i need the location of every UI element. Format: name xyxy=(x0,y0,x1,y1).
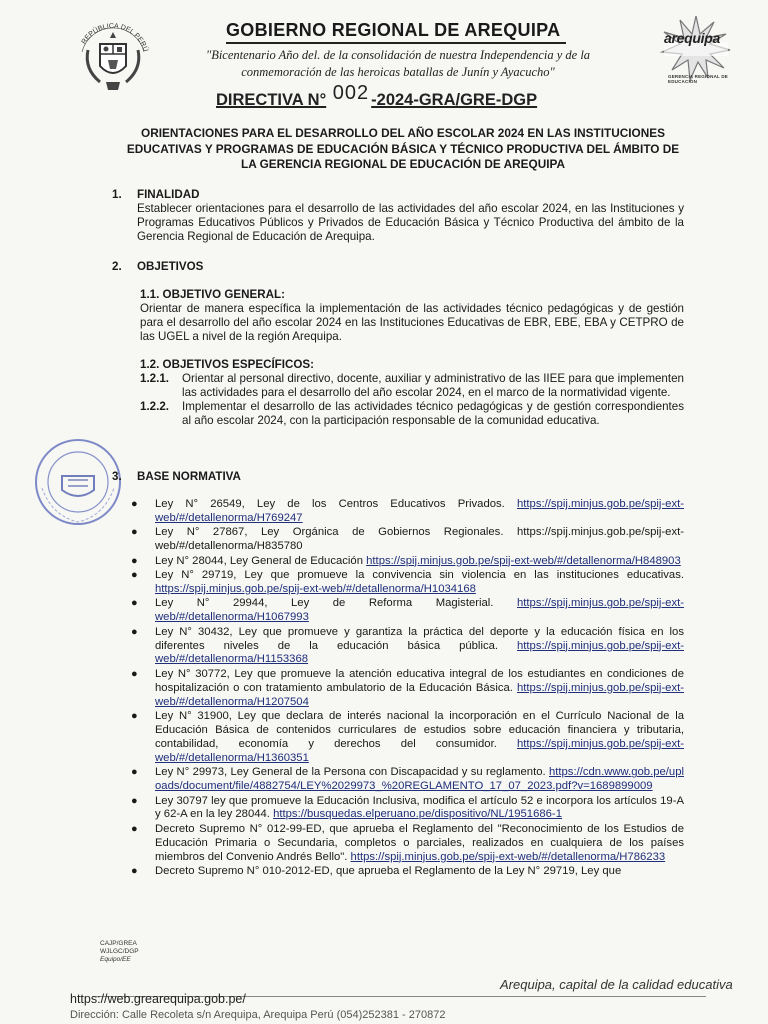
law-link[interactable]: https://spij.minjus.gob.pe/spij-ext-web/#/detallenorma/H769247 xyxy=(155,498,684,524)
section-number: 2. xyxy=(112,260,122,273)
footer-tagline: Arequipa, capital de la calidad educativa xyxy=(500,977,733,992)
law-link[interactable]: https://spij.minjus.gob.pe/spij-ext-web/#/detallenorma/H848903 xyxy=(366,554,681,567)
specific-objective-text: Orientar al personal directivo, docente, auxiliar y administrativo de las IIEE para que implementen las actividades para el desarrollo del año escolar 2024, en el marco de la normatividad vigente. xyxy=(182,372,684,399)
logo-wordmark: arequipa xyxy=(664,30,720,46)
law-link[interactable]: https://cdn.www.gob.pe/uploads/document/file/4882754/LEY%2029973_%20REGLAMENTO_17_07_2023.pdf?v=1689899009 xyxy=(155,766,684,793)
directive-number: 002 xyxy=(332,82,370,104)
law-text: Ley N° 26549, Ley de los Centros Educativos Privados. xyxy=(155,498,517,510)
list-item xyxy=(131,498,684,526)
directive-heading xyxy=(216,82,596,111)
specific-objectives xyxy=(140,358,684,428)
svg-text:REPÚBLICA DEL PERÚ: REPÚBLICA DEL PERÚ xyxy=(80,22,149,53)
specific-objective-number: 1.2.1. xyxy=(140,372,170,385)
general-objective-text: Orientar de manera específica la implementación de las actividades técnico pedagógicas y de gestión para el desarrollo del año escolar 2024 en las Instituciones Educativas de EBR, EBE, EBA y CETPRO de las UGEL a nivel de la región Arequipa. xyxy=(140,302,684,343)
footer-address: Dirección: Calle Recoleta s/n Arequipa, Arequipa Perú (054)252381 - 270872 xyxy=(70,1009,446,1021)
law-text: Ley N° 29719, Ley que promueve la convivencia sin violencia en las instituciones educativas. xyxy=(155,569,684,582)
bullet-icon: ● xyxy=(131,667,138,680)
directive-label: DIRECTIVA N° xyxy=(216,91,327,109)
law-link[interactable]: https://spij.minjus.gob.pe/spij-ext-web/#/detallenorma/H1067993 xyxy=(155,597,684,624)
bullet-icon: ● xyxy=(131,794,138,807)
section-heading xyxy=(112,188,684,202)
list-item xyxy=(131,865,684,879)
initials-line: Equipo/EE xyxy=(100,956,131,963)
bullet-icon: ● xyxy=(131,554,138,567)
law-text: Ley N° 27867, Ley Orgánica de Gobiernos Regionales. https://spij.minjus.gob.pe/spij-ext-web/#/detallenorma/H835780 xyxy=(155,526,684,553)
list-item xyxy=(131,822,684,865)
law-text: Decreto Supremo N° 012-99-ED, que aprueba el Reglamento del "Reconocimiento de los Estudios de Educación Primaria o Secundaria, completos o parciales, realizados en cualquiera de los países miembros del Convenio Andrés Bello". xyxy=(155,822,684,863)
logo-caption: GERENCIA REGIONAL DE EDUCACIÓN xyxy=(668,74,729,84)
law-text: Ley N° 30432, Ley que promueve y garantiza la práctica del deporte y la educación física en los diferentes niveles de la educación básica pública. xyxy=(155,625,684,652)
law-text: Decreto Supremo N° 010-2012-ED, que aprueba el Reglamento de la Ley N° 29719, Ley que xyxy=(155,865,622,878)
section-text: Establecer orientaciones para el desarrollo de las actividades del año escolar 2024, en las Instituciones y Programas Educativos Públicos y Privados de Educación Básica y Técnico Productiva del ámbito de la Gerencia Regional de Educación de Arequipa. xyxy=(137,202,684,243)
footer-initials xyxy=(100,940,139,964)
specific-objective xyxy=(140,400,684,428)
specific-objective xyxy=(140,372,684,400)
list-item xyxy=(131,526,684,554)
specific-objectives-heading: 1.2. OBJETIVOS ESPECÍFICOS: xyxy=(140,358,314,371)
bullet-icon: ● xyxy=(131,526,138,539)
law-link[interactable]: https://spij.minjus.gob.pe/spij-ext-web/#/detallenorma/H1207504 xyxy=(155,681,684,708)
initials-line: CAJP/GREA xyxy=(100,940,137,947)
law-link[interactable]: https://spij.minjus.gob.pe/spij-ext-web/#/detallenorma/H786233 xyxy=(350,850,666,863)
specific-objective-number: 1.2.2. xyxy=(140,400,170,413)
law-text: Ley N° 31900, Ley que declara de interés nacional la incorporación en el Currículo Nacional de la Educación Básica de contenidos curriculares de estudios sobre educación financiera y tributaria, contabilidad, economía y derechos del consumidor. xyxy=(155,710,684,750)
bullet-icon: ● xyxy=(131,569,138,582)
list-item xyxy=(131,766,684,794)
list-item xyxy=(131,625,684,668)
law-text: Ley 30797 ley que promueve la Educación Inclusiva, modifica el artículo 52 e incorpora los artículos 19-A y 62-A en la ley 28044. xyxy=(155,794,684,821)
general-objective xyxy=(140,288,684,344)
section-title: FINALIDAD xyxy=(137,188,200,201)
initials-line: WJLGC/DGP xyxy=(100,948,139,955)
law-link[interactable]: https://spij.minjus.gob.pe/spij-ext-web/#/detallenorma/H1360351 xyxy=(155,737,684,764)
official-seal-stamp xyxy=(32,436,124,528)
bullet-icon: ● xyxy=(131,498,138,510)
directive-suffix: -2024-GRA/GRE-DGP xyxy=(371,91,538,109)
list-item xyxy=(131,554,684,569)
general-objective-heading: 1.1. OBJETIVO GENERAL: xyxy=(140,288,285,301)
law-link[interactable]: https://spij.minjus.gob.pe/spij-ext-web/#/detallenorma/H1034168 xyxy=(155,582,476,595)
law-link[interactable]: https://busquedas.elperuano.pe/dispositivo/NL/1951686-1 xyxy=(273,808,562,821)
section-heading xyxy=(112,260,684,274)
motto-line-2: conmemoración de las heroicas batallas de Junín y Ayacucho" xyxy=(241,65,555,79)
specific-objective-text: Implementar el desarrollo de las actividades técnico pedagógicas y de gestión correspondientes al año escolar 2024, con la participación responsable de la comunidad educativa. xyxy=(182,400,684,427)
section-heading xyxy=(112,470,684,484)
list-item xyxy=(131,794,684,823)
section-number: 3. xyxy=(112,470,122,483)
document-title: ORIENTACIONES PARA EL DESARROLLO DEL AÑO ESCOLAR 2024 EN LAS INSTITUCIONES EDUCATIVAS Y PROGRAMAS DE EDUCACIÓN BÁSICA Y TÉCNICO PRODUCTIVA DEL ÁMBITO DE LA GERENCIA REGIONAL DE EDUCACIÓN DE AREQUIPA xyxy=(126,126,680,171)
list-item xyxy=(131,569,684,597)
motto-line-1: "Bicentenario Año del. de la consolidación de nuestra Independencia y de la xyxy=(205,48,591,62)
section-objetivos xyxy=(112,260,684,428)
section-title: OBJETIVOS xyxy=(137,260,204,273)
footer-website-link[interactable]: https://web.grearequipa.gob.pe/ xyxy=(70,992,246,1006)
list-item xyxy=(131,597,684,625)
government-title: GOBIERNO REGIONAL DE AREQUIPA xyxy=(226,20,566,44)
motto xyxy=(198,47,598,81)
bullet-icon: ● xyxy=(131,822,138,835)
section-base-normativa xyxy=(112,470,684,879)
law-text: Ley N° 29944, Ley de Reforma Magisterial. xyxy=(155,597,517,610)
list-item xyxy=(131,667,684,710)
bullet-icon: ● xyxy=(131,710,138,723)
law-text: Ley N° 29973, Ley General de la Persona con Discapacidad y su reglamento. xyxy=(155,766,549,779)
bullet-icon: ● xyxy=(131,766,138,779)
bullet-icon: ● xyxy=(131,865,138,878)
peru-coat-of-arms-icon xyxy=(70,14,156,96)
law-text: Ley N° 30772, Ley que promueve la atención educativa integral de los estudiantes en condiciones de hospitalización o con tratamiento ambulatorio de la Educación Básica. xyxy=(155,667,684,694)
bullet-icon: ● xyxy=(131,625,138,638)
list-item xyxy=(131,710,684,766)
section-finalidad xyxy=(112,188,684,244)
law-text: Ley N° 28044, Ley General de Educación xyxy=(155,554,367,567)
bullet-icon: ● xyxy=(131,597,138,610)
legal-basis-list xyxy=(131,498,684,879)
section-title: BASE NORMATIVA xyxy=(137,470,241,483)
section-number: 1. xyxy=(112,188,122,201)
law-link[interactable]: https://spij.minjus.gob.pe/spij-ext-web/#/detallenorma/H1153368 xyxy=(155,639,684,666)
